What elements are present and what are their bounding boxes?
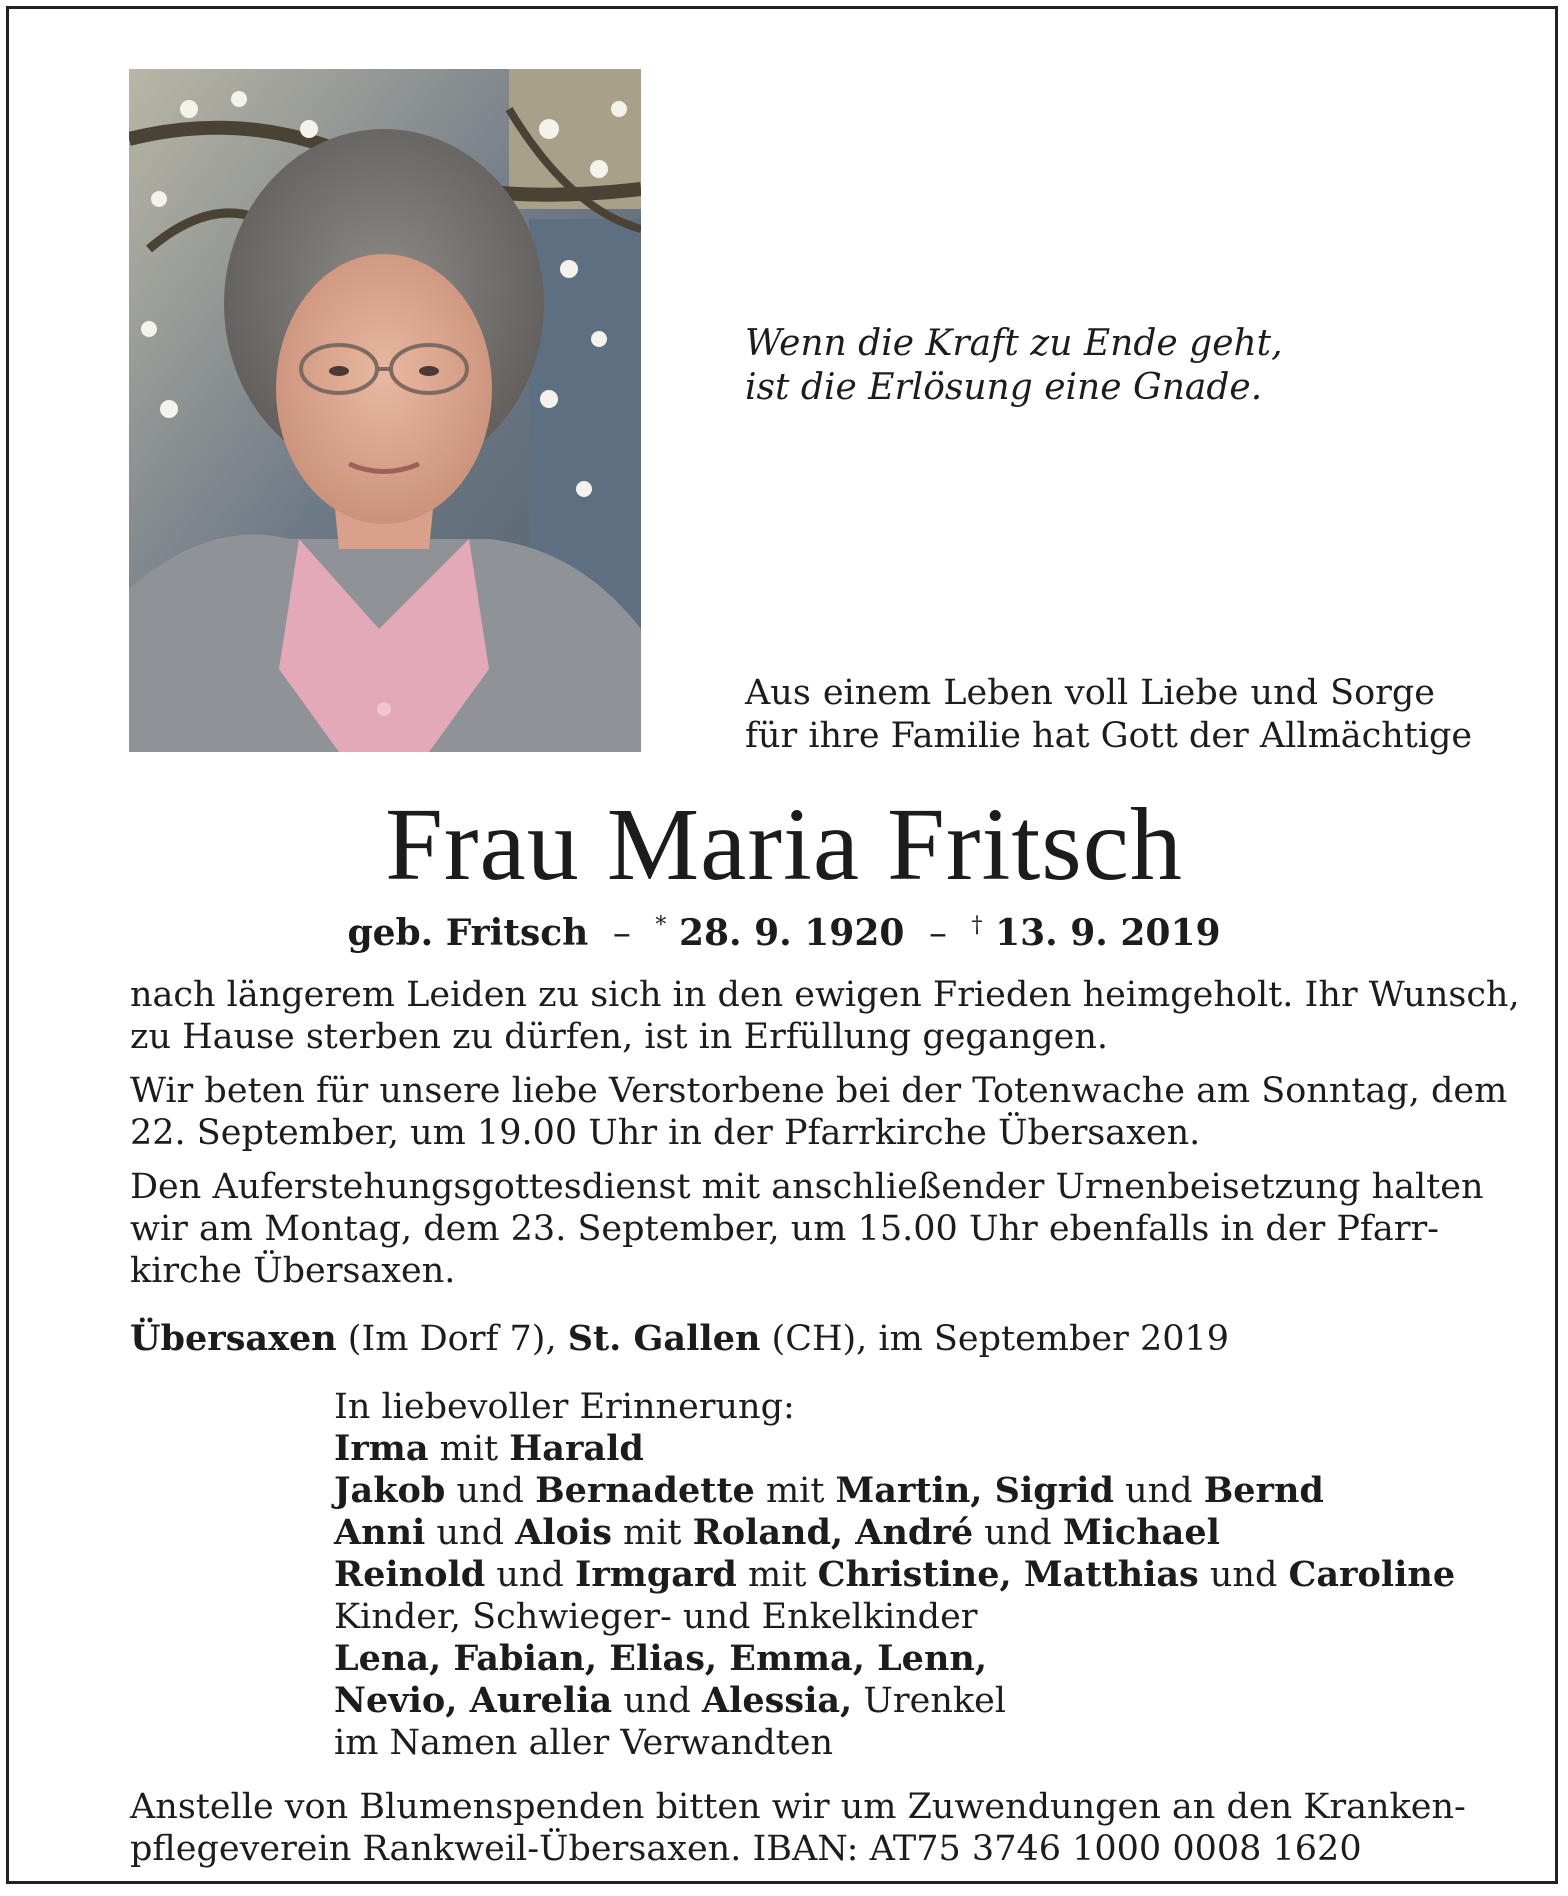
body-line: kirche Übersaxen. xyxy=(130,1251,456,1291)
mourner-row xyxy=(334,1512,1455,1554)
conjunction: und xyxy=(1198,1555,1289,1595)
mourner-name: Harald xyxy=(509,1428,644,1469)
intro-line: für ihre Familie hat Gott der Allmächtige xyxy=(745,716,1473,756)
mourner-name: Alois xyxy=(515,1512,612,1553)
conjunction: und xyxy=(445,1471,536,1511)
donation-note xyxy=(130,1786,1466,1870)
mourner-group-label: Kinder, Schwieger- und Enkelkinder xyxy=(334,1597,978,1637)
conjunction: und xyxy=(612,1681,702,1721)
paragraph-funeral xyxy=(130,1166,1484,1292)
mourner-name: Irmgard xyxy=(574,1554,737,1595)
body-line: Den Auferstehungsgottesdienst mit anschließender Urnenbeisetzung halten xyxy=(130,1167,1484,1207)
body-line: zu Hause sterben zu dürfen, ist in Erfüllung gegangen. xyxy=(130,1017,1109,1057)
mourner-name: Roland, André xyxy=(692,1512,974,1553)
mourners-list xyxy=(334,1386,1455,1764)
conjunction: und xyxy=(485,1555,575,1595)
town-name: St. Gallen xyxy=(567,1318,761,1359)
conjunction: mit xyxy=(736,1555,818,1595)
mourner-group-label: Urenkel xyxy=(852,1681,1006,1721)
mourner-name: Alessia, xyxy=(701,1680,853,1721)
mourner-name: Bernd xyxy=(1203,1470,1324,1511)
birth-date: 28. 9. 1920 xyxy=(678,912,905,954)
notice-body xyxy=(130,974,1520,1304)
birth-mark: * xyxy=(655,913,667,938)
mourner-closing: im Namen aller Verwandten xyxy=(334,1723,833,1763)
conjunction: und xyxy=(425,1513,516,1553)
motto-quote xyxy=(745,322,1283,410)
body-line: 22. September, um 19.00 Uhr in der Pfarrkirche Übersaxen. xyxy=(130,1113,1201,1153)
town-name: Übersaxen xyxy=(130,1318,337,1359)
mourner-row xyxy=(334,1428,1455,1470)
conjunction: und xyxy=(973,1513,1063,1553)
dash: – xyxy=(612,913,631,954)
conjunction: mit xyxy=(611,1513,693,1553)
intro-text xyxy=(745,672,1473,758)
birth-name: geb. Fritsch xyxy=(347,912,589,954)
mourner-row xyxy=(334,1554,1455,1596)
mourner-name: Lena, Fabian, Elias, Emma, Lenn, xyxy=(334,1638,988,1679)
body-line: wir am Montag, dem 23. September, um 15.00 Uhr ebenfalls in der Pfarr- xyxy=(130,1209,1439,1249)
mourner-name: Jakob xyxy=(334,1470,446,1511)
mourner-name: Reinold xyxy=(334,1554,486,1595)
deceased-name: Frau Maria Fritsch xyxy=(385,787,1183,902)
mourner-name: Christine, Matthias xyxy=(817,1554,1199,1595)
mourner-row xyxy=(334,1470,1455,1512)
dash: – xyxy=(928,913,947,954)
mourner-name: Bernadette xyxy=(535,1470,755,1511)
mourner-name: Martin, Sigrid xyxy=(835,1470,1114,1511)
mourner-name: Michael xyxy=(1062,1512,1220,1553)
body-line: nach längerem Leiden zu sich in den ewigen Frieden heimgeholt. Ihr Wunsch, xyxy=(130,975,1520,1015)
motto-line: Wenn die Kraft zu Ende geht, xyxy=(745,323,1283,364)
paragraph-death xyxy=(130,974,1520,1058)
motto-line: ist die Erlösung eine Gnade. xyxy=(745,367,1263,408)
life-dates xyxy=(0,902,1568,958)
paragraph-vigil xyxy=(130,1070,1508,1154)
mourner-name: Anni xyxy=(334,1512,426,1553)
conjunction: mit xyxy=(428,1429,510,1469)
body-line: Wir beten für unsere liebe Verstorbene bei der Totenwache am Sonntag, dem xyxy=(130,1071,1508,1111)
mourner-name: Caroline xyxy=(1288,1554,1456,1595)
address: (Im Dorf 7), xyxy=(336,1319,568,1359)
intro-line: Aus einem Leben voll Liebe und Sorge xyxy=(745,673,1435,713)
mourner-row xyxy=(334,1638,1455,1680)
mourner-name: Irma xyxy=(334,1428,429,1469)
footer-line: pflegeverein Rankweil-Übersaxen. IBAN: AT75 3746 1000 0008 1620 xyxy=(130,1829,1362,1869)
mourners-heading: In liebevoller Erinnerung: xyxy=(334,1387,795,1427)
place-and-date xyxy=(130,1318,1229,1360)
death-date: 13. 9. 2019 xyxy=(995,912,1221,954)
mourner-name: Nevio, Aurelia xyxy=(334,1680,613,1721)
portrait-photo xyxy=(129,69,641,752)
conjunction: und xyxy=(1113,1471,1204,1511)
footer-line: Anstelle von Blumenspenden bitten wir um Zuwendungen an den Kranken- xyxy=(130,1787,1466,1827)
mourner-row xyxy=(334,1680,1455,1722)
address: (CH), im September 2019 xyxy=(760,1319,1230,1359)
death-mark: † xyxy=(971,913,983,938)
conjunction: mit xyxy=(754,1471,836,1511)
